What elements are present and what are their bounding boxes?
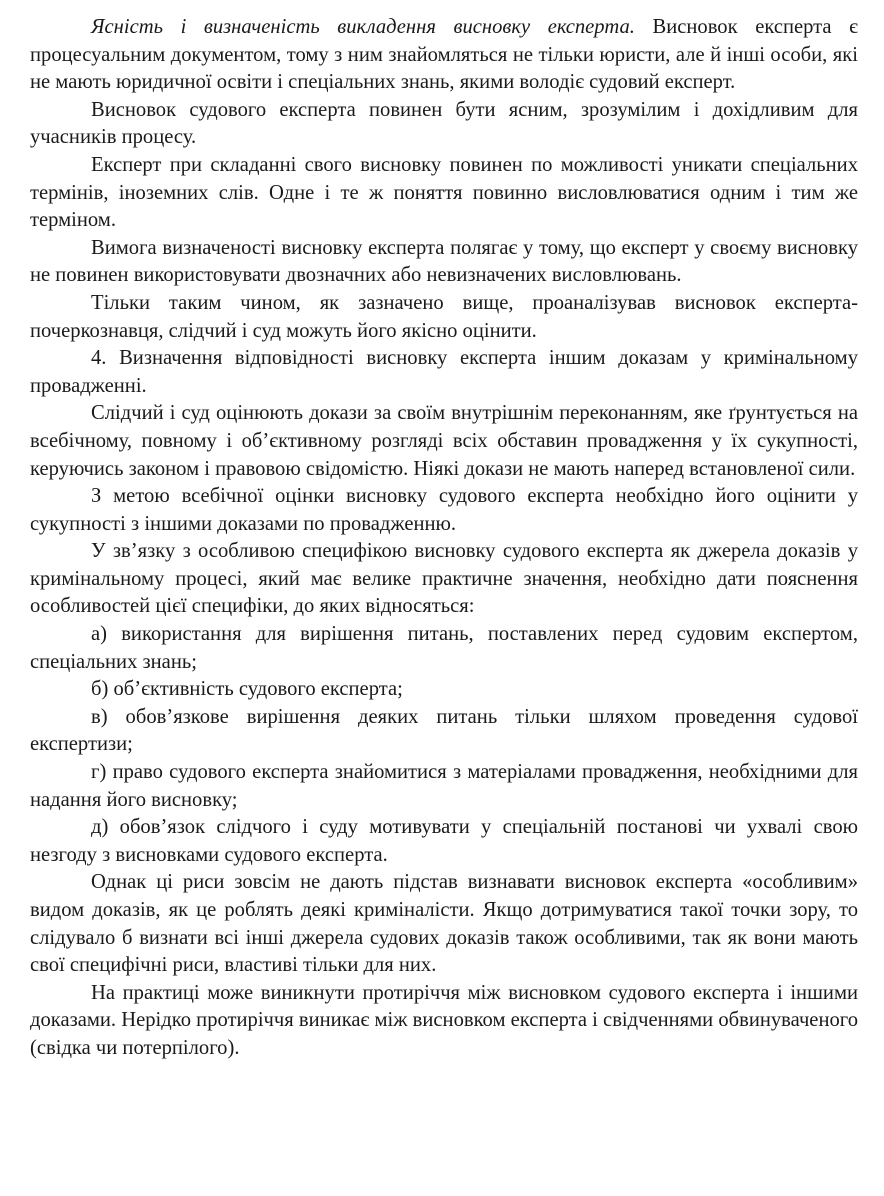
paragraph: Слідчий і суд оцінюють докази за своїм внутрішнім переконанням, яке ґрунтується на всебічному, повному і об’єктивному розгляді всіх обставин провадження у їх сукупності, керуючись законом і правовою свідомістю. Ніякі докази не мають наперед встановленої сили. — [30, 402, 858, 480]
paragraph: Висновок судового експерта повинен бути ясним, зрозумілим і дохідливим для учасників процесу. — [30, 98, 858, 149]
paragraph-clarity — [30, 14, 858, 97]
list-item: д) обов’язок слідчого і суду мотивувати у спеціальній постанові чи ухвалі свою незгоду з висновками судового експерта. — [30, 816, 858, 866]
paragraph-text: Висновок експерта є процесуальним документом, тому з ним знайомляться не тільки юристи, але й інші особи, які не мають юридичної освіти і спеціальних знань, якими володіє судовий експерт. — [30, 16, 858, 94]
list-item: б) об’єктивність судового експерта; — [91, 678, 403, 701]
paragraph: Експерт при складанні свого висновку повинен по можливості уникати спеціальних термінів, іноземних слів. Одне і те ж поняття повинно висловлюватися одним і тим же терміном. — [30, 153, 858, 232]
paragraph: На практиці може виникнути протиріччя між висновком судового експерта і іншими доказами. Нерідко протиріччя виникає між висновком експерта і свідченнями обвинуваченого (свідка чи потерпілого). — [30, 981, 858, 1059]
paragraph: Однак ці риси зовсім не дають підстав визнавати висновок експерта «особливим» видом доказів, як це роблять деякі криміналісти. Якщо дотримуватися такої точки зору, то слідувало б визнати всі інші джерела судових доказів також особливими, так як вони мають свої специфічні риси, властиві тільки для них. — [30, 871, 858, 977]
list-item: в) обов’язкове вирішення деяких питань тільки шляхом проведення судової експертизи; — [30, 705, 858, 756]
paragraph-heading: Ясність і визначеність викладення висновку експерта. — [91, 16, 635, 38]
section-heading: 4. Визначення відповідності висновку експерта іншим доказам у кримінальному провадженні. — [30, 347, 858, 397]
list-item: г) право судового експерта знайомитися з матеріалами провадження, необхідними для надання його висновку; — [30, 761, 858, 811]
document-page — [30, 14, 858, 1063]
list-item: а) використання для вирішення питань, поставлених перед судовим експертом, спеціальних знань; — [30, 623, 858, 673]
paragraph: У зв’язку з особливою специфікою висновку судового експерта як джерела доказів у кримінальному процесі, який має велике практичне значення, необхідно дати пояснення особливостей цієї специфіки, до яких відносяться: — [30, 540, 858, 618]
paragraph: Тільки таким чином, як зазначено вище, проаналізував висновок експерта-почеркознавця, слідчий і суд можуть його якісно оцінити. — [30, 291, 858, 342]
paragraph: Вимога визначеності висновку експерта полягає у тому, що експерт у своєму висновку не повинен використовувати двозначних або невизначених висловлювань. — [30, 236, 858, 287]
paragraph: З метою всебічної оцінки висновку судового експерта необхідно його оцінити у сукупності з іншими доказами по провадженню. — [30, 485, 858, 535]
